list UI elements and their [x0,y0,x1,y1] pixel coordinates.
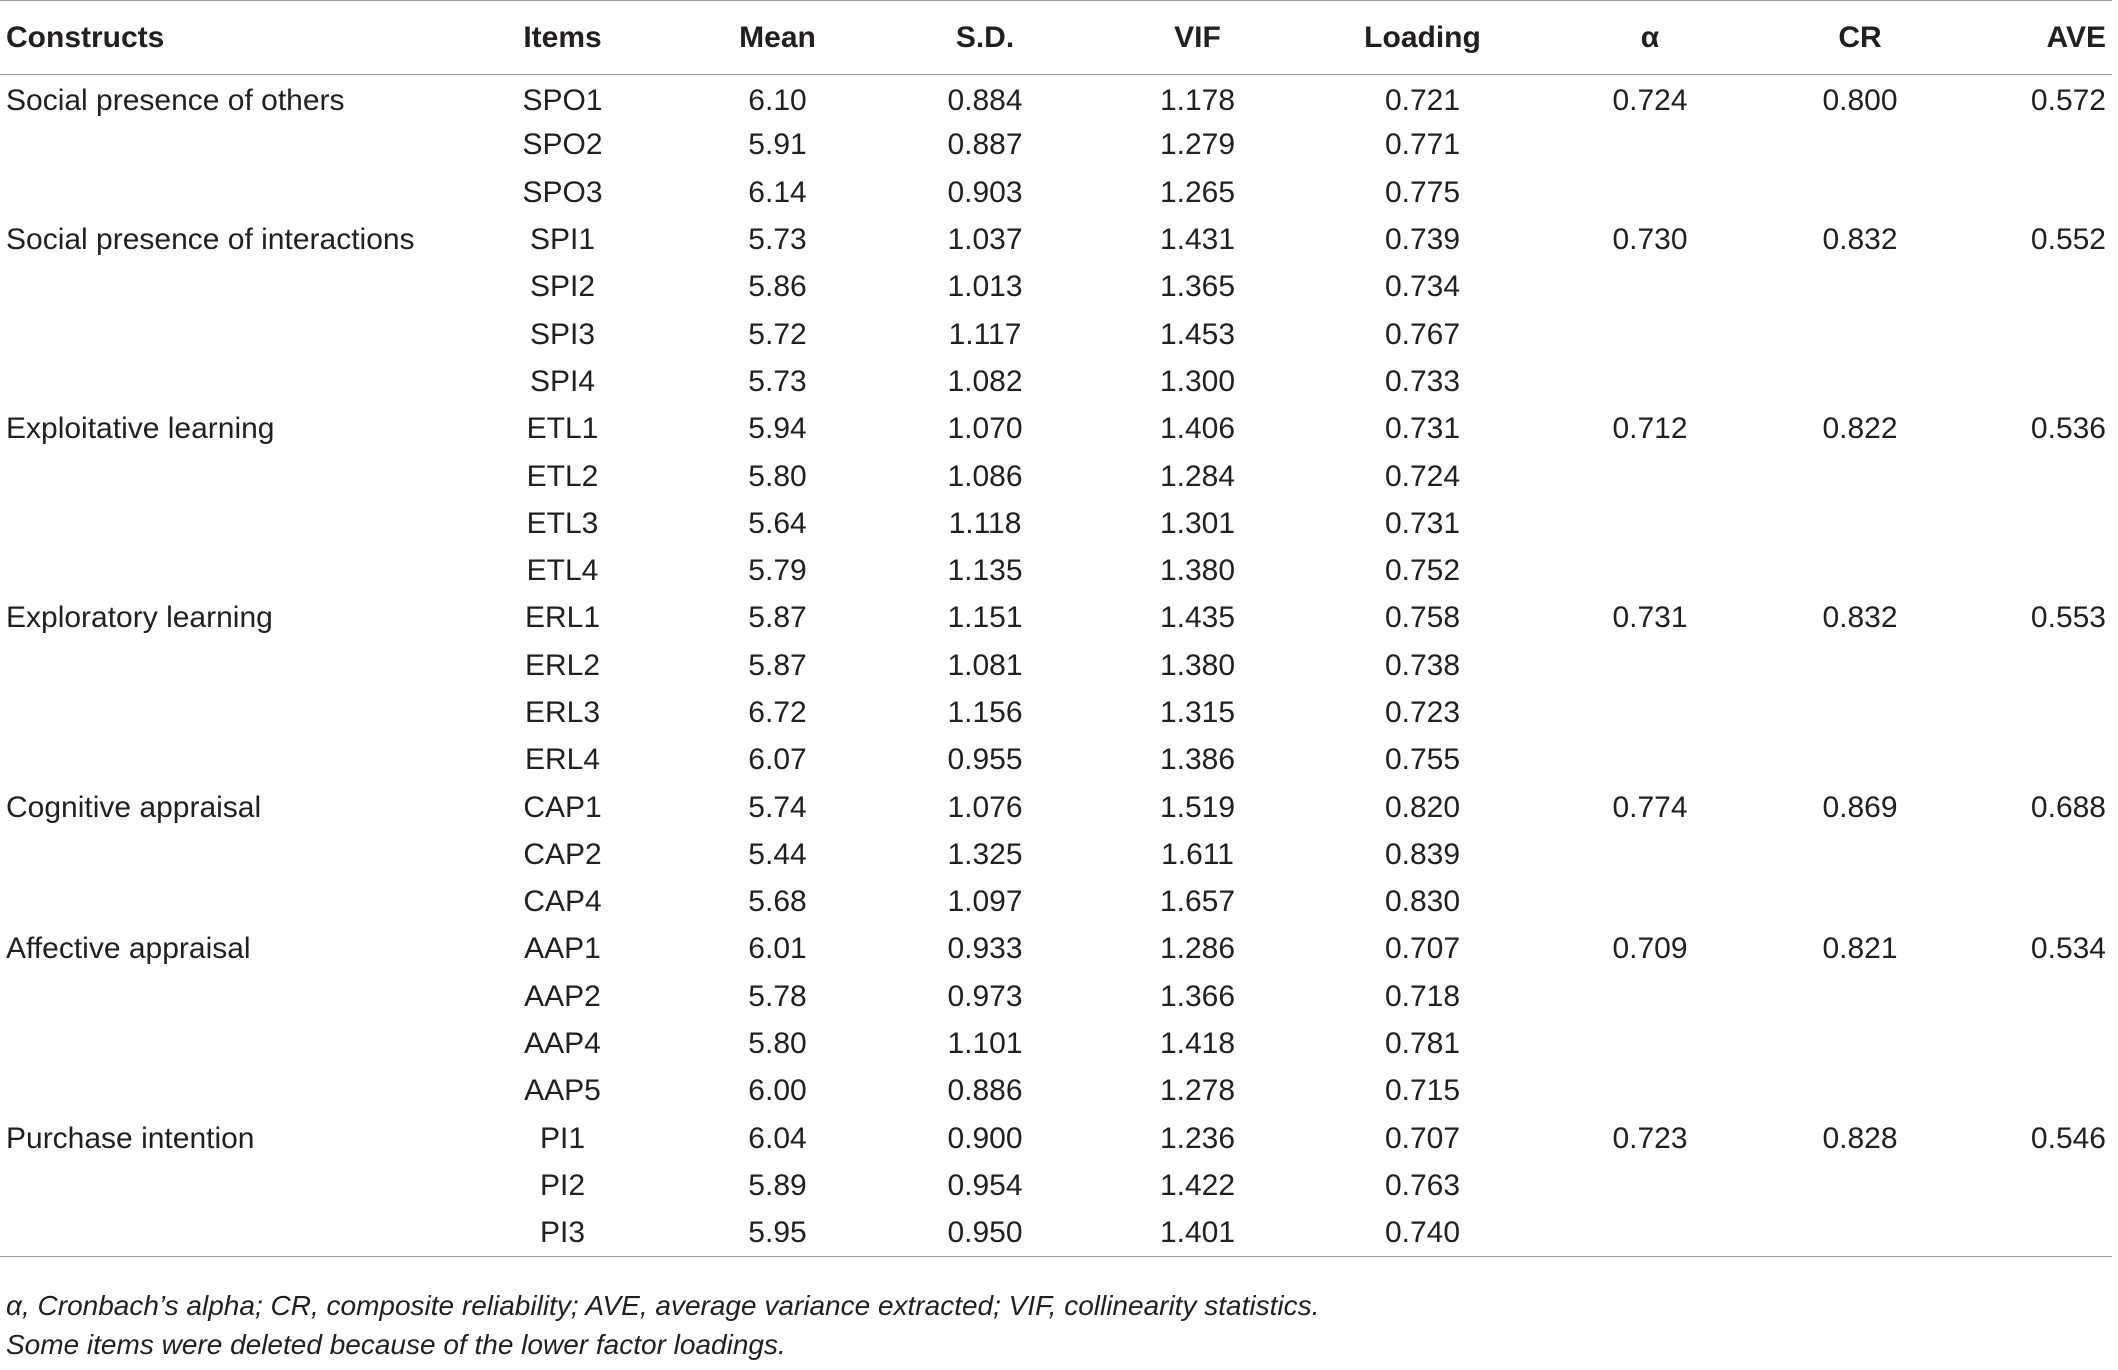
cell-item: SPI1 [529,223,596,257]
cell-construct: Purchase intention [6,1121,255,1155]
cell-construct [0,1210,440,1257]
header-sd: S.D. [870,1,1100,75]
cell-construct [0,1162,440,1209]
cell-alpha [1550,737,1750,784]
cell-loading: 0.731 [1384,506,1461,540]
cell-ave [1970,311,2112,358]
cell-sd: 1.118 [948,506,1022,540]
cell-vif: 1.366 [1159,979,1236,1013]
cell-cr [1750,264,1970,311]
cell-vif: 1.315 [1159,696,1236,729]
cell-item: CAP4 [523,885,602,919]
cell-cr [1750,831,1970,878]
table-row [0,831,2112,878]
cell-vif: 1.406 [1159,412,1236,446]
cell-item: SPI3 [529,317,596,351]
cell-sd: 1.101 [947,1027,1023,1061]
cell-sd: 0.954 [947,1168,1023,1202]
cell-mean: 5.64 [748,506,807,540]
cell-loading: 0.839 [1384,837,1461,871]
cell-item: ETL2 [526,459,599,493]
cell-sd: 1.151 [947,601,1023,635]
cell-construct [0,642,440,689]
cell-sd: 1.117 [948,317,1022,351]
cell-sd: 0.950 [870,1210,1100,1257]
cell-mean: 5.87 [748,601,807,635]
cell-alpha [1550,1068,1750,1115]
header-ave: AVE [1970,1,2112,75]
cell-vif: 1.386 [1159,743,1236,777]
header-cr: CR [1750,1,1970,75]
cell-cr [1750,453,1970,500]
cell-alpha: 0.731 [1612,601,1688,635]
cell-construct [0,1068,440,1115]
cell-alpha [1550,1162,1750,1209]
cell-ave: 0.546 [2030,1121,2106,1155]
cell-sd: 0.887 [947,128,1023,162]
cell-vif: 1.611 [1161,837,1234,871]
table-row [0,879,2112,926]
cell-cr [1750,358,1970,405]
cell-construct: Cognitive appraisal [6,790,262,824]
cell-ave [1970,169,2112,216]
table-row [0,358,2112,405]
cell-ave [1970,1068,2112,1115]
cell-cr [1750,311,1970,358]
cell-sd: 1.082 [947,364,1023,398]
cell-cr [1750,122,1970,169]
table-row [0,1020,2112,1067]
cell-mean: 5.73 [748,223,807,257]
cell-cr [1750,879,1970,926]
table-footnotes [6,1286,1319,1364]
cell-cr [1750,500,1970,547]
cell-vif: 1.178 [1159,84,1236,118]
cell-vif: 1.286 [1159,932,1236,966]
cell-mean: 6.01 [748,932,807,966]
cell-vif: 1.301 [1159,506,1236,540]
cell-sd: 1.086 [947,459,1023,493]
cell-mean: 5.87 [748,648,807,682]
cell-alpha [1550,831,1750,878]
cell-vif: 1.418 [1159,1027,1236,1061]
cell-ave [1970,689,2112,736]
cell-ave: 0.536 [2030,412,2106,446]
cell-item: SPI2 [529,270,596,304]
cell-item: ETL3 [526,506,599,540]
cell-construct [0,500,440,547]
cell-cr: 0.828 [1822,1121,1898,1155]
cell-alpha: 0.774 [1612,790,1688,824]
cell-mean: 6.04 [748,1121,807,1155]
cell-mean: 5.78 [748,979,807,1013]
cell-mean: 5.89 [748,1168,807,1202]
cell-construct [0,973,440,1020]
table-row [0,406,2112,453]
cell-item: ETL4 [526,554,599,588]
cell-ave [1970,453,2112,500]
cell-vif: 1.278 [1159,1074,1236,1108]
table-row [0,973,2112,1020]
table-row [0,122,2112,169]
cell-loading: 0.724 [1384,459,1461,493]
cell-item: SPO3 [522,175,603,209]
cell-sd: 0.886 [947,1074,1023,1108]
cell-construct [0,169,440,216]
cell-alpha: 0.730 [1612,223,1688,257]
cell-alpha [1550,264,1750,311]
table-row [0,547,2112,594]
cell-mean: 5.72 [748,317,807,351]
cell-alpha: 0.709 [1612,932,1688,966]
cell-loading: 0.767 [1384,317,1461,351]
cell-cr: 0.832 [1822,223,1898,257]
table-row [0,689,2112,736]
cell-mean: 5.68 [748,885,807,919]
cell-item: SPI4 [529,364,596,398]
cell-construct [0,358,440,405]
table-row [0,1210,2112,1257]
cell-item: SPO2 [522,128,603,162]
cell-cr [1750,642,1970,689]
cell-sd: 1.156 [947,696,1023,729]
cell-vif: 1.431 [1159,223,1236,257]
cell-mean: 5.95 [685,1210,870,1257]
table-row [0,1115,2112,1162]
cell-loading: 0.755 [1384,743,1461,777]
cell-vif: 1.279 [1159,128,1236,162]
cell-ave [1970,1162,2112,1209]
cell-vif: 1.265 [1159,175,1236,209]
header-vif: VIF [1100,1,1295,75]
cell-item: ERL4 [524,743,601,777]
cell-item: ERL2 [524,648,601,682]
cell-mean: 6.14 [748,175,807,209]
cell-sd: 0.884 [947,84,1023,118]
cell-construct: Social presence of interactions [6,223,415,257]
cell-ave [1970,358,2112,405]
cell-item: AAP1 [524,932,601,966]
cell-sd: 0.933 [947,932,1023,966]
cell-alpha [1550,358,1750,405]
cell-vif: 1.380 [1159,554,1236,588]
cell-ave [1970,1020,2112,1067]
cell-construct [0,1020,440,1067]
cell-alpha [1550,642,1750,689]
cell-vif: 1.236 [1159,1121,1236,1155]
cell-item: PI1 [539,1121,586,1155]
cell-ave [1970,122,2112,169]
table-row [0,926,2112,973]
table-body [0,75,2112,1257]
cell-vif: 1.365 [1159,270,1236,304]
table-row [0,453,2112,500]
cell-cr [1750,973,1970,1020]
cell-item: AAP5 [524,1074,601,1108]
cell-loading: 0.718 [1384,979,1461,1013]
cell-loading: 0.721 [1384,84,1461,118]
cell-mean: 5.80 [748,1027,807,1061]
cell-ave [1970,1210,2112,1257]
cell-alpha [1550,311,1750,358]
footnote-deleted-items: Some items were deleted because of the lower factor loadings. [6,1329,786,1360]
cell-loading: 0.707 [1384,932,1461,966]
table-row [0,595,2112,642]
cell-ave [1970,547,2112,594]
cell-alpha [1550,1020,1750,1067]
cell-cr: 0.832 [1822,601,1898,635]
cell-loading: 0.739 [1384,223,1461,257]
cell-sd: 1.325 [947,837,1023,871]
cell-vif: 1.453 [1159,317,1236,351]
cell-alpha [1550,122,1750,169]
cell-cr [1750,1068,1970,1115]
cell-item: PI2 [539,1168,586,1202]
cell-item: CAP1 [523,790,602,824]
cell-vif: 1.519 [1159,790,1236,824]
cell-construct: Exploratory learning [6,601,273,635]
cell-vif: 1.422 [1159,1168,1236,1202]
cell-loading: 0.752 [1384,554,1461,588]
header-constructs: Constructs [0,1,440,75]
cell-vif: 1.380 [1159,648,1236,682]
cell-ave: 0.534 [2030,932,2106,966]
cell-loading: 0.775 [1384,175,1461,209]
cell-item: AAP4 [524,1027,601,1061]
cell-alpha [1550,169,1750,216]
cell-loading: 0.830 [1384,885,1461,919]
table-row [0,642,2112,689]
cell-loading: 0.738 [1384,648,1461,682]
cell-construct [0,689,440,736]
cell-cr [1750,547,1970,594]
cell-construct [0,547,440,594]
cell-item: ERL3 [524,696,601,729]
cell-ave: 0.553 [2030,601,2106,635]
cell-loading: 0.758 [1384,601,1461,635]
cell-alpha: 0.724 [1612,84,1688,118]
cell-mean: 5.74 [748,790,807,824]
cell-construct [0,311,440,358]
cell-mean: 5.86 [748,270,807,304]
cell-item: ERL1 [524,601,601,635]
cell-loading: 0.763 [1384,1168,1461,1202]
cell-ave [1970,737,2112,784]
cell-alpha: 0.712 [1612,412,1688,446]
cell-sd: 0.900 [947,1121,1023,1155]
header-items: Items [440,1,685,75]
cell-mean: 5.94 [748,412,807,446]
cell-ave: 0.552 [2030,223,2106,257]
footnote-abbreviations: α, Cronbach’s alpha; CR, composite reliability; AVE, average variance extracted; VIF, collinearity statistics. [6,1290,1320,1321]
cell-mean: 5.44 [748,837,807,871]
table-row [0,737,2112,784]
cell-construct [0,879,440,926]
cell-ave: 0.572 [2030,84,2106,118]
cell-vif: 1.284 [1159,459,1236,493]
cell-alpha [1550,500,1750,547]
cell-mean: 5.73 [748,364,807,398]
cell-cr [1750,169,1970,216]
cell-alpha [1550,879,1750,926]
cell-construct [0,453,440,500]
table-row [0,311,2112,358]
table-row [0,169,2112,216]
cell-construct [0,831,440,878]
cell-loading: 0.723 [1384,696,1461,729]
table-header-row [0,1,2112,75]
cell-loading: 0.731 [1384,412,1461,446]
header-mean: Mean [685,1,870,75]
cell-cr: 0.822 [1822,412,1898,446]
cell-sd: 1.076 [947,790,1023,824]
cell-construct [0,264,440,311]
cell-ave: 0.688 [2030,790,2106,824]
cell-cr [1750,689,1970,736]
table-row [0,216,2112,263]
cell-sd: 1.070 [947,412,1023,446]
cell-cr: 0.869 [1822,790,1898,824]
cell-sd: 1.081 [947,648,1023,682]
cell-alpha: 0.723 [1612,1121,1688,1155]
cell-cr: 0.800 [1822,84,1898,118]
cell-ave [1970,879,2112,926]
table-row [0,1068,2112,1115]
header-alpha: α [1550,1,1750,75]
cell-ave [1970,500,2112,547]
cell-mean: 5.91 [748,128,807,162]
cell-loading: 0.740 [1295,1210,1550,1257]
cell-mean: 5.80 [748,459,807,493]
table-row [0,784,2112,831]
cell-ave [1970,264,2112,311]
cell-construct: Affective appraisal [6,932,251,966]
cell-alpha [1550,689,1750,736]
table-row [0,75,2112,122]
cell-loading: 0.715 [1384,1074,1461,1108]
cell-ave [1970,973,2112,1020]
header-loading: Loading [1295,1,1550,75]
cell-cr [1750,1020,1970,1067]
cell-alpha [1550,1210,1750,1257]
cell-cr [1750,737,1970,784]
cell-mean: 6.00 [748,1074,807,1108]
cell-cr [1750,1162,1970,1209]
cell-loading: 0.781 [1384,1027,1461,1061]
cell-sd: 0.955 [947,743,1023,777]
cell-construct: Social presence of others [6,84,345,118]
cell-item: AAP2 [524,979,601,1013]
cell-sd: 0.903 [947,175,1023,209]
cell-loading: 0.820 [1384,790,1461,824]
cell-sd: 0.973 [947,979,1023,1013]
cell-item: PI3 [440,1210,685,1257]
cell-item: CAP2 [523,837,602,871]
cell-mean: 6.07 [748,743,807,777]
cell-item: ETL1 [526,412,599,446]
cell-sd: 1.037 [947,223,1023,257]
cell-loading: 0.734 [1384,270,1461,304]
cell-sd: 1.135 [947,554,1023,588]
cell-ave [1970,831,2112,878]
cell-item: SPO1 [522,84,603,118]
cell-cr [1750,1210,1970,1257]
cell-vif: 1.300 [1159,364,1236,398]
cell-construct [0,737,440,784]
cell-loading: 0.707 [1384,1121,1461,1155]
cell-alpha [1550,973,1750,1020]
cell-vif: 1.657 [1159,885,1236,919]
cell-mean: 6.72 [748,696,807,729]
cell-sd: 1.097 [947,885,1023,919]
cell-mean: 5.79 [748,554,807,588]
cell-vif: 1.435 [1159,601,1236,635]
table-row [0,1162,2112,1209]
cell-sd: 1.013 [947,270,1023,304]
cell-cr: 0.821 [1822,932,1898,966]
cell-mean: 6.10 [748,84,807,118]
cell-ave [1970,642,2112,689]
table-row [0,264,2112,311]
table-row [0,500,2112,547]
cell-loading: 0.733 [1384,364,1461,398]
cell-construct [0,122,440,169]
cell-loading: 0.771 [1384,128,1461,162]
cell-alpha [1550,547,1750,594]
cell-alpha [1550,453,1750,500]
cell-construct: Exploitative learning [6,412,275,446]
cell-vif: 1.401 [1100,1210,1295,1257]
